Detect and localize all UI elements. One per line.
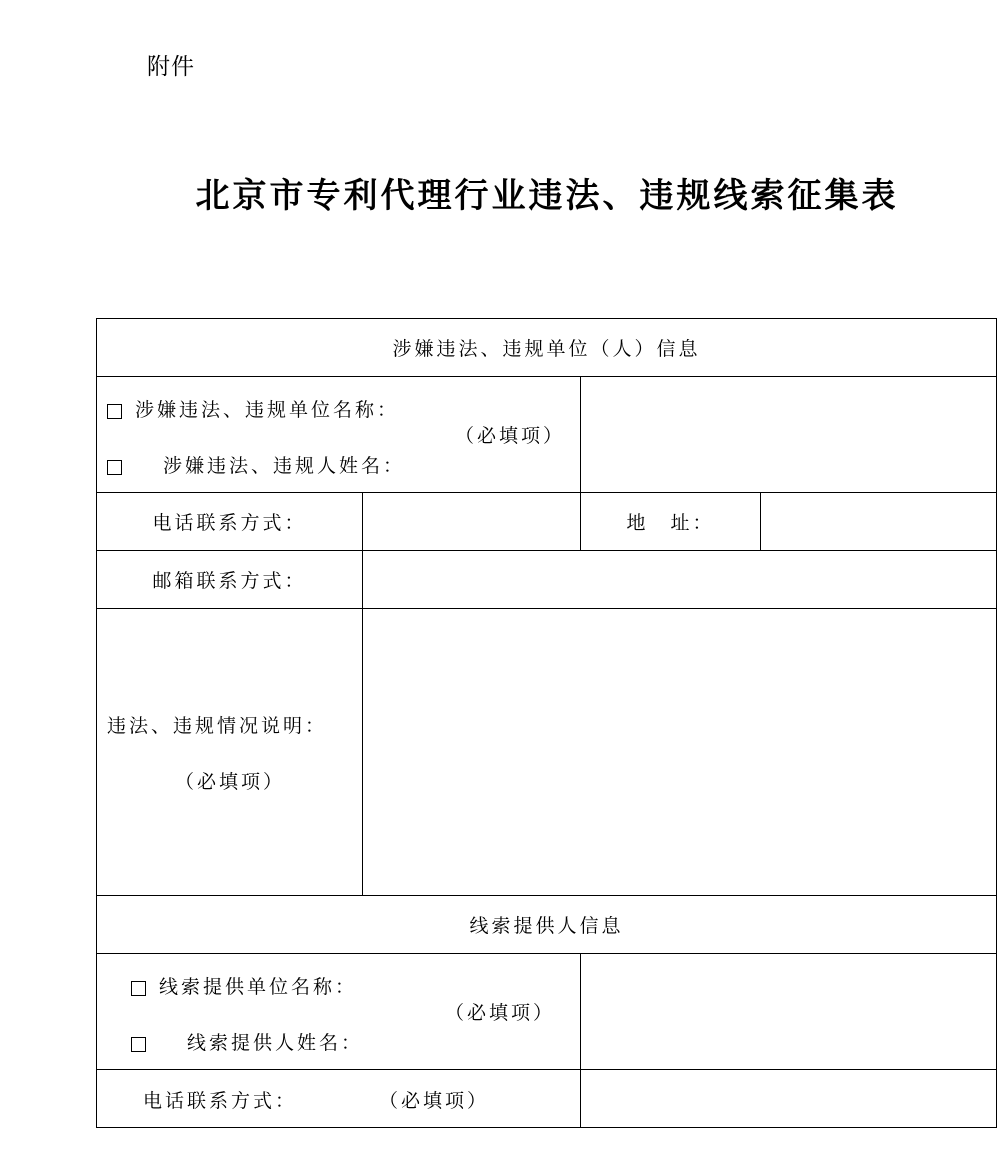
suspect-phone-input-cell[interactable] (363, 493, 581, 551)
provider-phone-label: 电话联系方式： (143, 1090, 298, 1112)
provider-name-input-cell[interactable] (581, 954, 997, 1070)
attachment-label: 附件 (147, 54, 195, 80)
suspect-person-checkbox[interactable] (107, 460, 122, 475)
suspect-phone-label: 电话联系方式： (97, 493, 363, 551)
provider-phone-required-note: （必填项） (379, 1090, 490, 1112)
suspect-person-name-label: 涉嫌违法、违规人姓名： (163, 455, 406, 477)
provider-phone-input-cell[interactable] (581, 1070, 997, 1128)
suspect-email-label: 邮箱联系方式： (97, 551, 363, 609)
provider-section-heading: 线索提供人信息 (97, 896, 997, 954)
provider-name-label-cell (97, 954, 581, 1070)
suspect-address-input-cell[interactable] (761, 493, 997, 551)
description-label-cell (97, 609, 363, 896)
provider-unit-checkbox[interactable] (131, 981, 146, 996)
suspect-email-input-cell[interactable] (363, 551, 997, 609)
suspect-name-required-note: （必填项） (455, 425, 566, 447)
provider-person-name-label: 线索提供人姓名： (187, 1032, 364, 1054)
description-required-note: （必填项） (174, 771, 285, 793)
provider-unit-option[interactable] (131, 972, 357, 999)
provider-phone-label-cell (97, 1070, 581, 1128)
suspect-unit-option[interactable] (107, 395, 399, 422)
clue-collection-form (96, 318, 997, 1128)
provider-unit-name-label: 线索提供单位名称： (159, 976, 358, 998)
provider-person-checkbox[interactable] (131, 1037, 146, 1052)
provider-name-required-note: （必填项） (445, 1002, 556, 1024)
suspect-unit-checkbox[interactable] (107, 404, 122, 419)
suspect-name-label-cell (97, 377, 581, 493)
description-label: 违法、违规情况说明： (107, 715, 328, 737)
suspect-address-label: 地 址： (581, 493, 761, 551)
description-input-cell[interactable] (363, 609, 997, 896)
form-title: 北京市专利代理行业违法、违规线索征集表 (195, 176, 899, 216)
suspect-unit-name-label: 涉嫌违法、违规单位名称： (135, 399, 400, 421)
suspect-name-input-cell[interactable] (581, 377, 997, 493)
suspect-person-option[interactable] (107, 451, 405, 478)
suspect-section-heading: 涉嫌违法、违规单位（人）信息 (97, 319, 997, 377)
provider-person-option[interactable] (131, 1028, 363, 1055)
